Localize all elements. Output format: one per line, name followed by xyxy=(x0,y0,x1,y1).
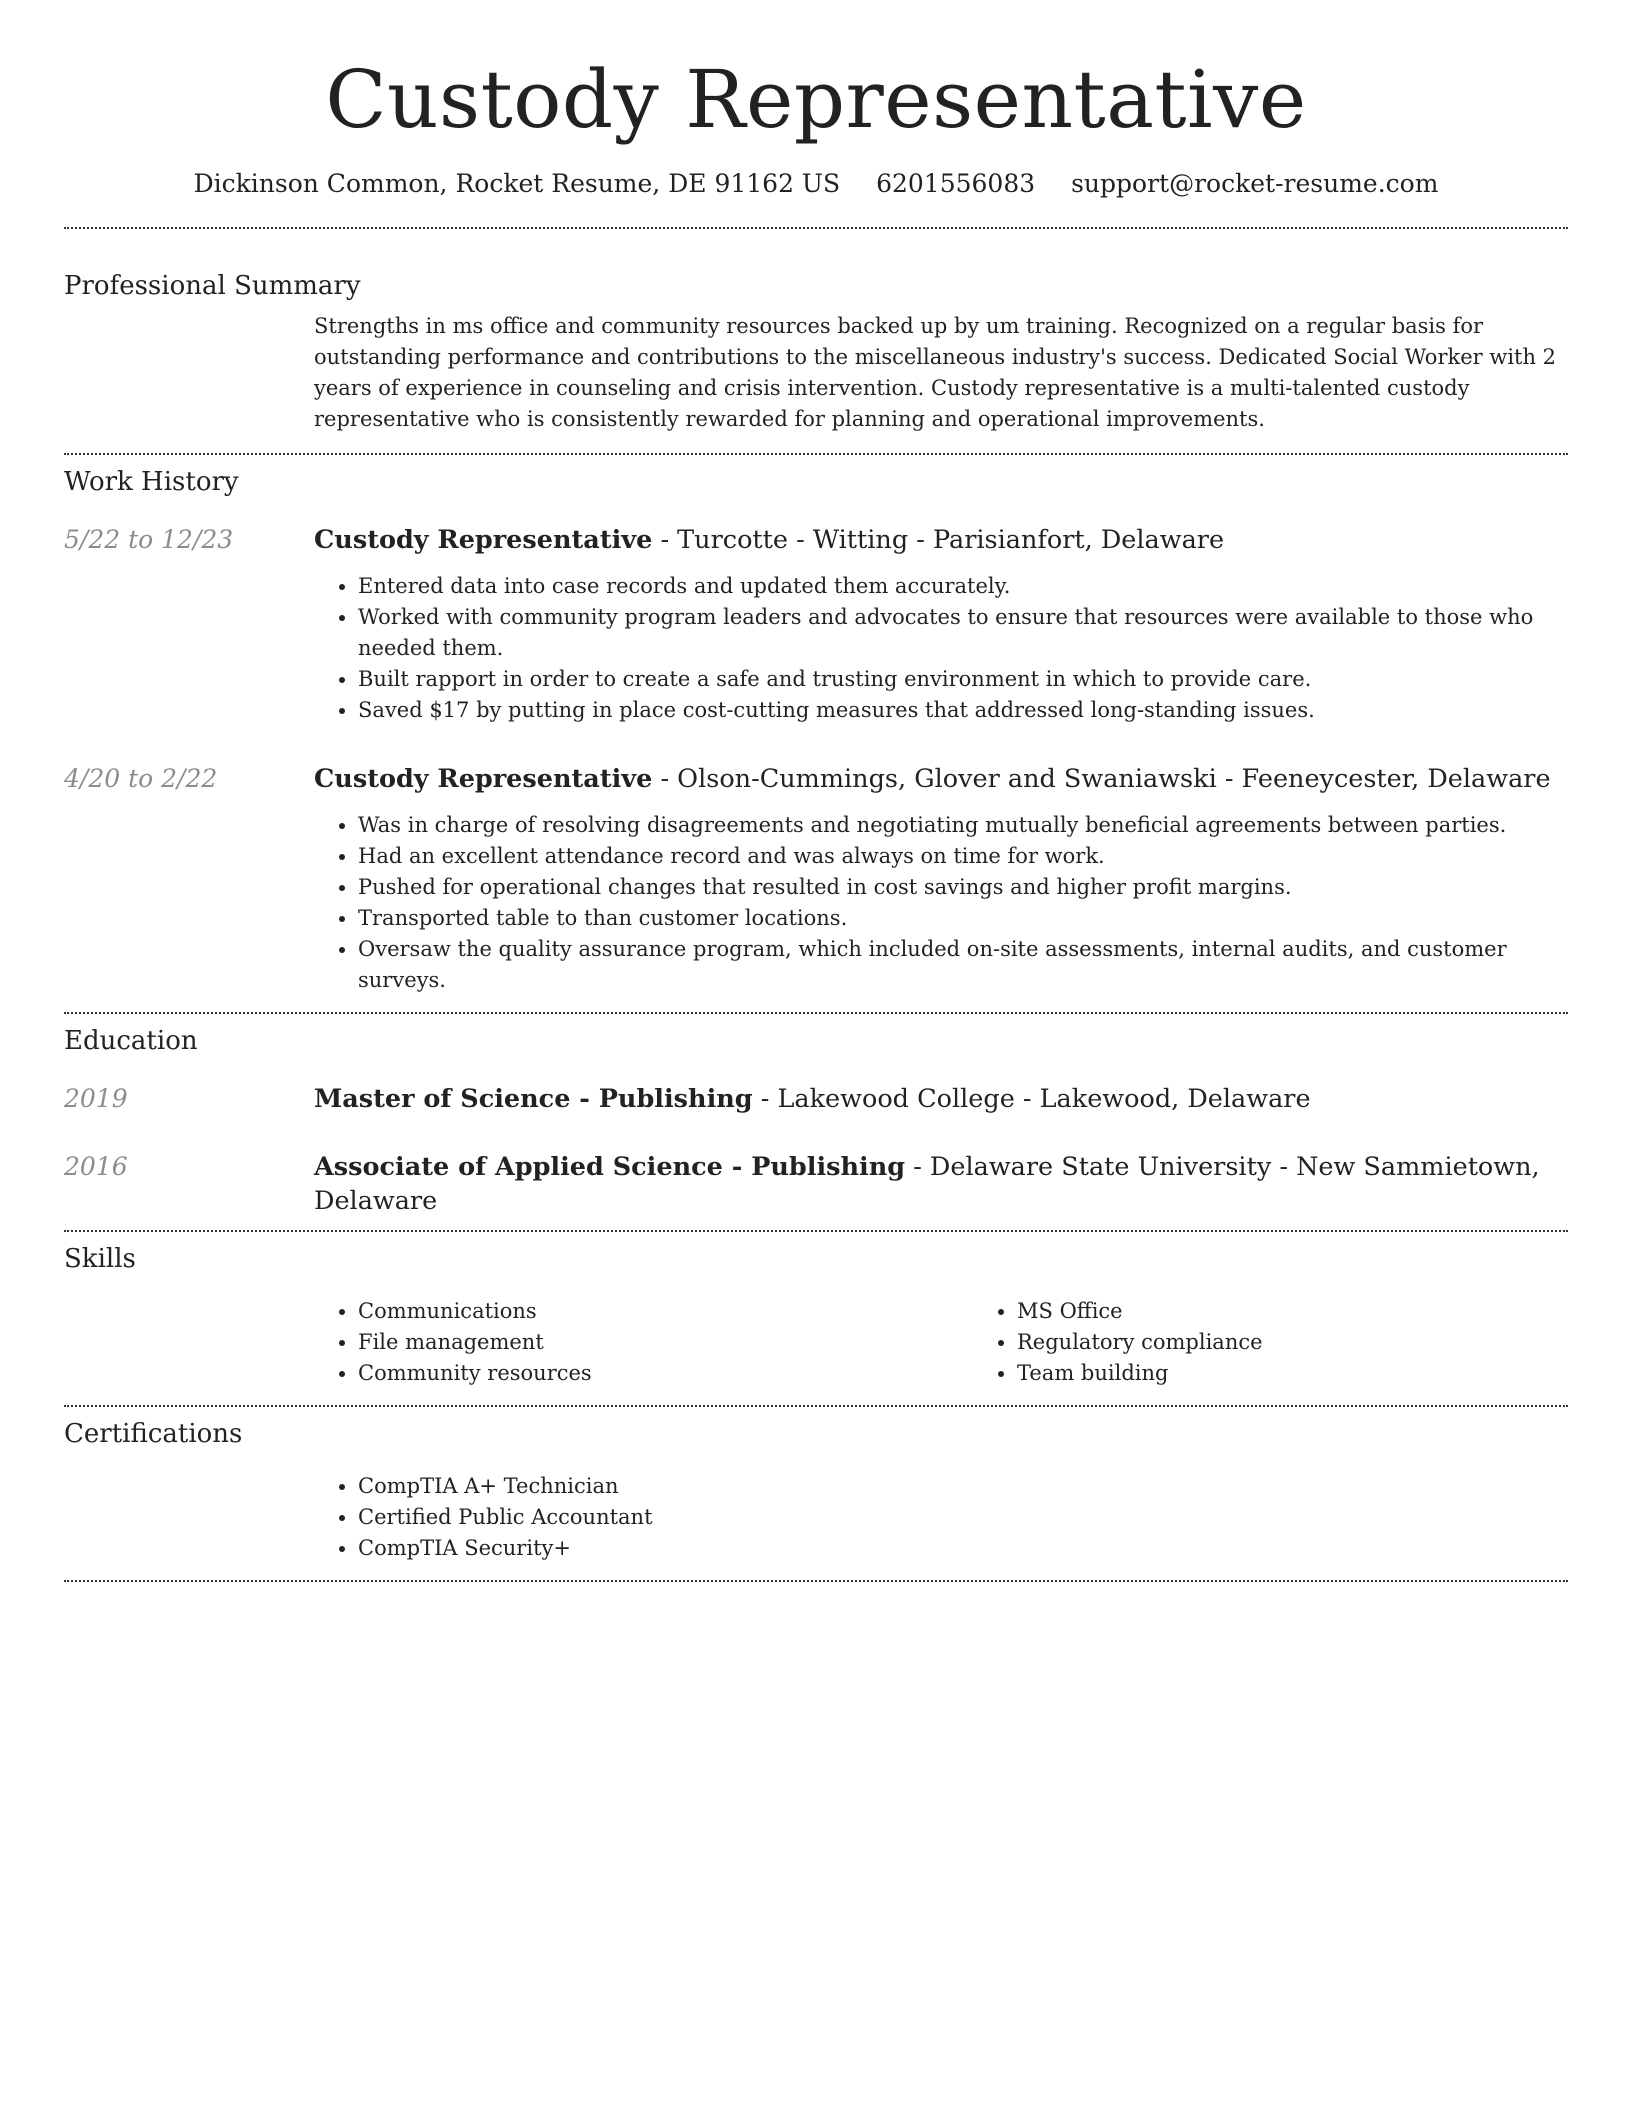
divider xyxy=(64,1580,1568,1582)
list-item: • Saved $17 by putting in place cost-cutting measures that addressed long-standing issues. xyxy=(358,695,1568,726)
certifications-list xyxy=(314,1471,1568,1564)
skills-list xyxy=(973,1296,1632,1389)
list-item: • MS Office xyxy=(1017,1296,1632,1327)
job-dates: 5/22 to 12/23 xyxy=(64,525,234,554)
resume-name: Custody Representative xyxy=(325,53,1307,146)
list-item: • Communications xyxy=(358,1296,973,1327)
list-item: • CompTIA A+ Technician xyxy=(358,1471,1568,1502)
job-title xyxy=(314,523,1568,557)
certifications-section xyxy=(64,1407,1568,1580)
education-title xyxy=(314,1150,1568,1218)
education-degree: Associate of Applied Science - Publishing xyxy=(314,1152,906,1182)
summary-text: Strengths in ms office and community resources backed up by um training. Recognized on a regular basis for outstanding performance and contributions to the miscellaneous industry's success. Dedicated Social Worker with 2 years of experience in counseling and crisis intervention. Custody representative is a multi-talented custody representative who is consistently rewarded for planning and operational improvements. xyxy=(314,314,1557,431)
education-details: - Lakewood College - Lakewood, Delaware xyxy=(752,1084,1311,1114)
work-history-section xyxy=(64,455,1568,1012)
contact-line xyxy=(64,166,1568,202)
job-title xyxy=(314,762,1568,796)
education-details: - Delaware State University - New Sammietown, Delaware xyxy=(314,1152,1540,1216)
list-item: • Pushed for operational changes that resulted in cost savings and higher profit margins. xyxy=(358,872,1568,903)
education-section xyxy=(64,1014,1568,1230)
job-dates: 4/20 to 2/22 xyxy=(64,764,218,793)
skills-grid xyxy=(314,1296,1632,1389)
job-bullets xyxy=(314,810,1568,996)
education-year: 2016 xyxy=(64,1152,128,1181)
list-item: • Certified Public Accountant xyxy=(358,1502,1568,1533)
list-item: • Built rapport in order to create a safe and trusting environment in which to provide care. xyxy=(358,664,1568,695)
list-item: • Worked with community program leaders and advocates to ensure that resources were available to those who needed them. xyxy=(358,602,1568,664)
job-entry xyxy=(64,762,1568,996)
list-item: • Team building xyxy=(1017,1358,1632,1389)
skills-section xyxy=(64,1232,1568,1405)
job-details: - Olson-Cummings, Glover and Swaniawski - Feeneycester, Delaware xyxy=(652,764,1551,794)
list-item: • CompTIA Security+ xyxy=(358,1533,1568,1564)
job-role: Custody Representative xyxy=(314,764,653,794)
job-details: - Turcotte - Witting - Parisianfort, Delaware xyxy=(652,525,1225,555)
list-item: • Oversaw the quality assurance program, which included on-site assessments, internal audits, and customer surveys. xyxy=(358,934,1568,996)
education-degree: Master of Science - Publishing xyxy=(314,1084,753,1114)
education-entry xyxy=(64,1082,1568,1116)
section-title-summary: Professional Summary xyxy=(64,271,361,301)
list-item: • Had an excellent attendance record and was always on time for work. xyxy=(358,841,1568,872)
summary-section xyxy=(64,229,1568,453)
list-item: • Regulatory compliance xyxy=(1017,1327,1632,1358)
section-title-work: Work History xyxy=(64,467,239,497)
section-title-certifications: Certifications xyxy=(64,1419,243,1449)
education-year: 2019 xyxy=(64,1084,128,1113)
contact-email: support@rocket-resume.com xyxy=(1071,169,1439,198)
list-item: • Was in charge of resolving disagreements and negotiating mutually beneficial agreements between parties. xyxy=(358,810,1568,841)
list-item: • Transported table to than customer locations. xyxy=(358,903,1568,934)
education-entry xyxy=(64,1150,1568,1218)
job-role: Custody Representative xyxy=(314,525,653,555)
contact-phone: 6201556083 xyxy=(876,169,1036,198)
list-item: • File management xyxy=(358,1327,973,1358)
section-title-skills: Skills xyxy=(64,1244,136,1274)
job-entry xyxy=(64,523,1568,726)
education-title xyxy=(314,1082,1568,1116)
job-bullets xyxy=(314,571,1568,726)
list-item: • Community resources xyxy=(358,1358,973,1389)
section-title-education: Education xyxy=(64,1026,198,1056)
resume-page xyxy=(64,0,1568,1582)
skills-list xyxy=(314,1296,973,1389)
contact-address: Dickinson Common, Rocket Resume, DE 91162 US xyxy=(193,169,841,198)
list-item: • Entered data into case records and updated them accurately. xyxy=(358,571,1568,602)
